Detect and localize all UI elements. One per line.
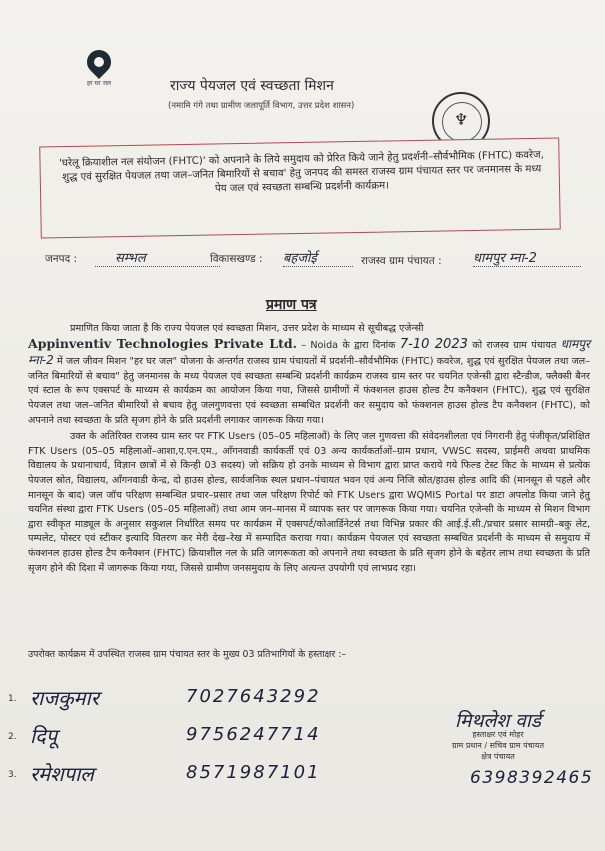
- certificate-body: [28, 322, 590, 578]
- program-date: 7-10 2023: [399, 336, 468, 352]
- location-fields: [45, 248, 585, 274]
- program-banner-text: 'घरेलू क्रियाशील नल संयोजन (FHTC)' को अपनाने के लिये समुदाय को प्रेरित किये जाने हेतु प्रदर्शनी–सौर्वभौमिक (FHTC) कवरेज, शुद्ध एवं सुरक्षित पेयजल तथा जल–जनित बिमारियों से बचाव' हेतु जनपद की समस्त राजस्व ग्राम पंचायत स्तर पर जनमानस के मध्य पेय जल एवं स्वच्छता सम्बन्धि प्रदर्शनी कार्यक्रम।: [59, 149, 544, 195]
- panchayat-label: राजस्व ग्राम पंचायत :: [361, 255, 442, 267]
- agency-name: Appinventiv Technologies Private Ltd.: [28, 335, 297, 351]
- mission-title: राज्य पेयजल एवं स्वच्छता मिशन: [170, 78, 334, 94]
- signature-seal-label: हस्ताक्षर एवं मोहर: [472, 730, 524, 739]
- para1-end: को राजस्व ग्राम पंचायत: [472, 339, 557, 351]
- emblem-icon: ♆: [454, 110, 469, 129]
- participant-phone: 8571987101: [186, 762, 321, 783]
- block-label: विकासखण्ड :: [210, 253, 263, 265]
- participant-phone: 7027643292: [186, 686, 321, 707]
- participant-phone: 9756247714: [186, 724, 321, 745]
- participants-intro: उपरोक्त कार्यक्रम में उपस्थित राजस्व ग्राम पंचायत स्तर के मुख्य 03 प्रतिभागियों के हस्ताक्षर :–: [28, 649, 347, 660]
- certificate-paragraph-1: [28, 322, 590, 428]
- panchayat-handwritten: धामपुर म्ना-2: [28, 336, 591, 368]
- pradhan-signature: मिथलेश वार्ड: [455, 710, 541, 732]
- certificate-paragraph-2: उक्त के अतिरिक्त राजस्व ग्राम स्तर पर FTK Users (05–05 महिलाओं) के लिए जल गुणवत्ता की संवेदनशीलता एवं निगरानी हेतु पंजीकृत/प्रशिक्षित FTK Users (05–05 महिलाओं–आशा,ए.एन.एम., आँगनवाडी कार्यकर्ती एवं 03 अन्य कार्यकर्ताओं–ग्राम प्रधान, VWSC सदस्य, प्राईमरी अथवा प्राथमिक विद्यालय के प्रधानाचार्य, विज्ञान छात्रों में से किन्ही 03 सदस्य) जो सक्रिय हो उनके माध्यम से विभाग द्वारा प्राप्त कराये गये फिल्ड टेस्ट किट के माध्यम से प्रत्येक पेयजल स्रोत, विद्यालय, आँगनवाडी केन्द्र, दो हाउस होल्ड, सार्वजनिक स्थल प्रधान–पंचायत भवन एवं अन्य निजि स्रोत/हाउस होल्ड आदि की (मानसून से पहले और मानसून के बाद) जल जॉच परिक्षण सम्बन्धित प्रचार–प्रसार तथा जल परिक्षण रिपोर्ट को FTK Users द्वारा WQMIS Portal पर डाटा अपलोड किया जाने हेतु चयनित संस्था द्वारा FTK Users (05–05 महिलाओं) तथा आम जन–मानस में व्यापक स्तर पर जागरूक किया गया। चयनित एजेन्सी के माध्यम से मिशन विभाग द्वारा स्वीकृत माड्यूल के अनुसार सकुशल निर्धारित समय पर कार्यक्रम में एक्सपर्ट/कोआर्डिनेटर्स तथा विभिन्न प्रकार की आई.ई.सी./प्रचार प्रसार सामग्री–बकु लेट, पम्पलेट, पोस्टर एवं स्टीकर इत्यादि वितरण कर मेरी देख–रेख में सम्पादित कराया गया। कार्यक्रम पेयजल एवं स्वच्छता सम्बधित प्रदर्शनी के माध्यम से समुदाय में फंक्शनल हाउस होल्ड टैप कनैक्शन (FHTC) क्रियाशील नल के प्रति जागरूकता को अपनाने तथा स्वच्छता के प्रति सृजग होने के बहेतर लाभ तथा स्वच्छता के प्रति सृजग होने की दिशा में जागरूक किया गया, जिससे ग्रामीण जनसमुदाय के लिए अत्यन्त उपयोगी एवं लाभप्रद रहा।: [28, 431, 590, 574]
- para1-start: प्रमाणित किया जाता है कि राज्य पेयजल एवं स्वच्छता मिशन, उत्तर प्रदेश के माध्यम से सूचीबद्ध एजेन्सी: [70, 323, 424, 334]
- mission-subtitle: (नमामि गंगे तथा ग्रामीण जलापूर्ति विभाग, उत्तर प्रदेश शासन): [168, 101, 355, 111]
- participant-signature: रमेशपाल: [30, 762, 94, 786]
- program-banner: [39, 137, 561, 238]
- participant-number: 3.: [8, 770, 17, 780]
- participant-number: 2.: [8, 732, 17, 742]
- participant-number: 1.: [8, 694, 17, 704]
- participant-signature: राजकुमार: [30, 686, 99, 710]
- district-label: जनपद :: [45, 253, 78, 265]
- signatory-designation: ग्राम प्रधान / सचिव ग्राम पंचायत: [451, 741, 545, 750]
- pradhan-signature-block: [418, 710, 578, 762]
- har-ghar-jal-logo: [76, 50, 122, 110]
- logo-caption: हर घर जल: [87, 80, 111, 87]
- signatory-area: क्षेत्र पंचायत: [481, 752, 515, 761]
- para1-rest: में जल जीवन मिशन "हर घर जल" योजना के अन्तर्गत राजस्व ग्राम पंचायतों में प्रदर्शनी–सौर्वभौमिक (FHTC) कवरेज, शुद्ध एवं सुरक्षित पेयजल तथा जल–जनित बिमारियों से बचाव" हेतु जनमानस के मध्य पेयजल एवं स्वच्छता सम्बन्धि प्रदर्शनी कार्यक्रम राजस्व ग्राम स्तर पर चयनित एजेन्सी द्वारा स्टैन्डीज, फ्लैक्सी बैनर एवं स्टाल के रूप एक्सपर्ट के माध्यम से कार्यक्रम का आयोजन किया गया, जिससे ग्रामीणों में फंक्शनल हाउस होल्ड टैप कनैक्शन (FHTC), शुद्ध एवं सुरक्षित पेयजल तथा जल–जनित बीमारियों से बचाव हेतु जलगुणवत्ता एवं स्वच्छता सम्बधित प्रदर्शनी कर समुदाय को फंक्शनल हाउस होल्ड टैप कनैक्शन (FHTC), को अपनाने तथा स्वच्छता के प्रति सृजग होने के प्रति प्रदर्शनी लगाकर जागरूक किया गया।: [28, 356, 590, 426]
- block-value: बहजोई: [283, 248, 353, 267]
- panchayat-value: धामपुर म्ना-2: [473, 248, 581, 267]
- certificate-heading: प्रमाण पत्र: [266, 297, 317, 313]
- agency-suffix: – Noida के द्वारा दिनांक: [296, 339, 396, 351]
- pradhan-phone: 6398392465: [470, 768, 594, 788]
- participant-signature: दिपू: [30, 724, 58, 748]
- district-value: सम्भल: [95, 248, 220, 267]
- water-drop-icon: [82, 45, 116, 79]
